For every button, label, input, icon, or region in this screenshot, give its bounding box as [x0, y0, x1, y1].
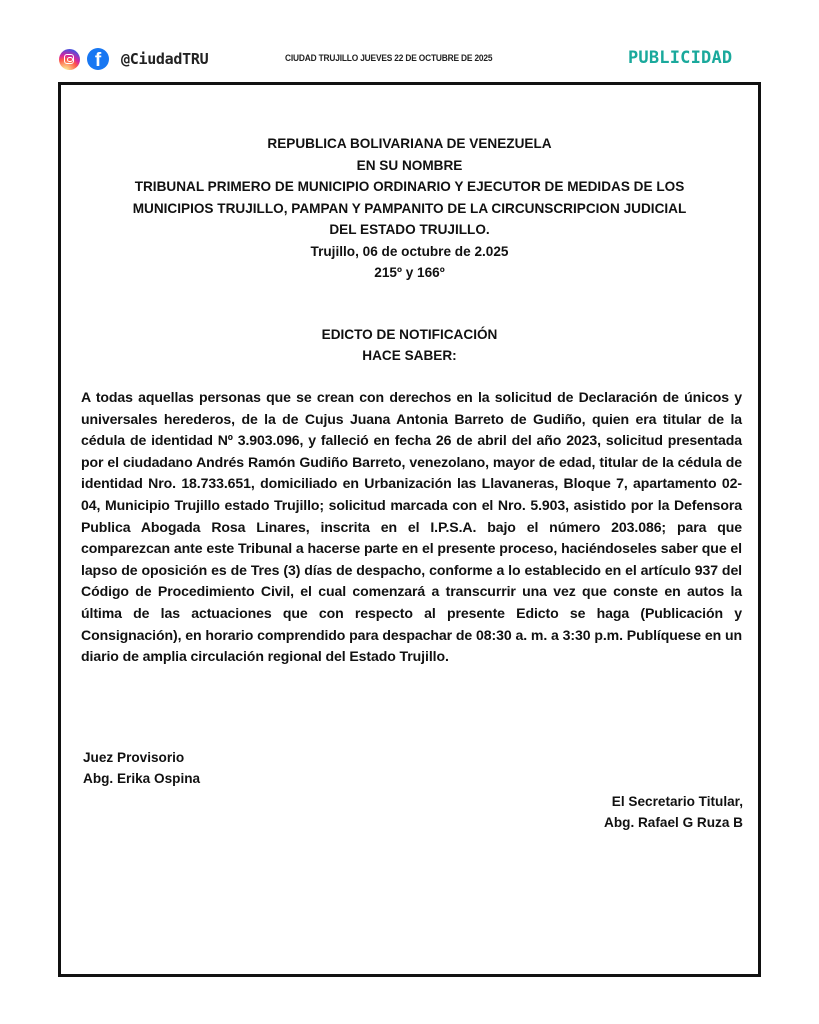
judge-role: Juez Provisorio [83, 750, 185, 765]
signature-judge [83, 747, 200, 789]
notice-title-sub: HACE SABER: [362, 348, 457, 363]
secretary-role: El Secretario Titular, [611, 794, 743, 809]
notice-frame [58, 82, 761, 977]
header-line-court-2: MUNICIPIOS TRUJILLO, PAMPAN Y PAMPANITO DE LA CIRCUNSCRIPCION JUDICIAL [132, 200, 687, 216]
header-line-court-1: TRIBUNAL PRIMERO DE MUNICIPIO ORDINARIO Y EJECUTOR DE MEDIDAS DE LOS [134, 179, 685, 194]
section-label: PUBLICIDAD [628, 48, 733, 68]
header-line-years: 215º y 166º [374, 265, 445, 280]
header-line-date: Trujillo, 06 de octubre de 2.025 [310, 243, 509, 259]
instagram-icon[interactable] [59, 49, 80, 70]
social-links [59, 48, 208, 70]
header-line-country: REPUBLICA BOLIVARIANA DE VENEZUELA [267, 136, 552, 151]
judge-name: Abg. Erika Ospina [83, 771, 201, 786]
signature-secretary [604, 791, 743, 833]
notice-title-main: EDICTO DE NOTIFICACIÓN [321, 327, 498, 342]
instagram-lens [67, 57, 73, 63]
notice-body: A todas aquellas personas que se crean con derechos en la solicitud de Declaración de únicos y universales herederos, de la de Cujus Juana Antonia Barreto de Gudiño, quien era titular de la cédula de identidad Nº 3.903.096, y falleció en fecha 26 de abril del año 2023, solicitud presentada por el ciudadano Andrés Ramón Gudiño Barreto, venezolano, mayor de edad, titular de la cédula de identidad Nro. 18.733.651, domiciliado en Urbanización las Llavaneras, Bloque 7, apartamento 02-04, Municipio Trujillo estado Trujillo; solicitud marcada con el Nro. 5.903, asistido por la Defensora Publica Abogada Rosa Linares, inscrita en el I.P.S.A. bajo el número 203.086; para que comparezcan ante este Tribunal a hacerse parte en el presente proceso, haciéndoseles saber que el lapso de oposición es de Tres (3) días de despacho, conforme a lo establecido en el artículo 937 del Código de Procedimiento Civil, el cual comenzará a transcurrir una vez que conste en autos la última de las actuaciones que con respecto al presente Edicto se haga (Publicación y Consignación), en horario comprendido para despachar de 08:30 a. m. a 3:30 p.m. Publíquese en un diario de amplia circulación regional del Estado Trujillo. [81, 389, 742, 665]
header-line-authority: EN SU NOMBRE [356, 157, 463, 173]
newspaper-dateline: CIUDAD TRUJILLO JUEVES 22 DE OCTUBRE DE 2025 [285, 53, 493, 64]
notice-title [61, 324, 758, 366]
facebook-icon[interactable]: f [87, 48, 109, 70]
page-header [0, 44, 819, 76]
social-handle: @CiudadTRU [121, 50, 209, 68]
header-line-court-3: DEL ESTADO TRUJILLO. [329, 222, 490, 237]
secretary-name: Abg. Rafael G Ruza B [604, 815, 743, 830]
court-header [61, 133, 758, 284]
